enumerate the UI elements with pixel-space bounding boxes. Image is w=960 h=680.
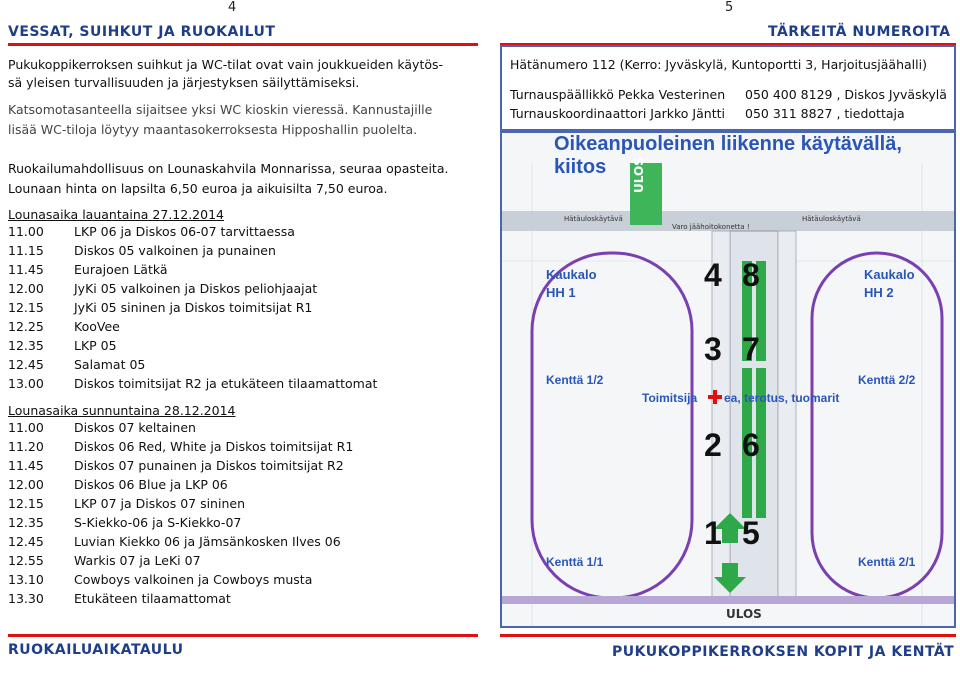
field-label: Kenttä 2/1 xyxy=(858,555,916,569)
schedule-team: Cowboys valkoinen ja Cowboys musta xyxy=(74,572,313,587)
schedule-row xyxy=(8,437,478,456)
para-line: lisää WC-tiloja löytyy maantasokerroksesta Hipposhallin puolelta. xyxy=(8,122,418,137)
schedule-row xyxy=(8,475,478,494)
schedule-team: LKP 07 ja Diskos 07 sininen xyxy=(74,496,245,511)
schedule-row xyxy=(8,222,478,241)
lunch-paragraph xyxy=(8,159,478,199)
schedule-time: 13.30 xyxy=(8,591,44,606)
schedule-time: 11.45 xyxy=(8,458,44,473)
footer-title-left: RUOKAILUAIKATAULU xyxy=(8,642,184,658)
schedule-title: Lounasaika sunnuntaina 28.12.2014 xyxy=(8,403,236,418)
right-rooms xyxy=(778,231,796,603)
schedule-row xyxy=(8,589,478,608)
footer-rule-right xyxy=(500,634,956,637)
schedule-team: Warkis 07 ja LeKi 07 xyxy=(74,553,201,568)
schedule-team: Diskos 07 keltainen xyxy=(74,420,196,435)
contact-list xyxy=(510,85,947,123)
schedule-row xyxy=(8,317,478,336)
emergency-number: Hätänumero 112 (Kerro: Jyväskylä, Kuntoportti 3, Harjoitusjäähalli) xyxy=(510,57,927,72)
exit-label-top: ULOS xyxy=(632,157,646,193)
page-number-left: 4 xyxy=(228,0,237,15)
first-aid-cross xyxy=(713,390,717,404)
schedule-time: 11.00 xyxy=(8,224,44,239)
schedule-team: Diskos 06 Red, White ja Diskos toimitsijat R1 xyxy=(74,439,354,454)
schedule-team: Salamat 05 xyxy=(74,357,146,372)
schedule-team: LKP 06 ja Diskos 06-07 tarvittaessa xyxy=(74,224,295,239)
schedule-team: LKP 05 xyxy=(74,338,117,353)
schedule-team: Eurajoen Lätkä xyxy=(74,262,168,277)
para-line: Lounaan hinta on lapsilta 6,50 euroa ja aikuisilta 7,50 euroa. xyxy=(8,181,388,196)
schedule-row xyxy=(8,494,478,513)
header-rule-left xyxy=(8,43,478,46)
schedule-row xyxy=(8,241,478,260)
footer-title-right: PUKUKOPPIKERROKSEN KOPIT JA KENTÄT xyxy=(612,644,955,660)
field-label: Kenttä 1/1 xyxy=(546,555,604,569)
bottom-band xyxy=(502,596,954,604)
numbers-box xyxy=(500,45,956,131)
schedule-row xyxy=(8,551,478,570)
room-number: 1 xyxy=(704,515,722,551)
schedule-time: 11.20 xyxy=(8,439,44,454)
schedule-team: JyKi 05 valkoinen ja Diskos peliohjaajat xyxy=(74,281,318,296)
room-number: 3 xyxy=(704,331,722,367)
rink-left-number: HH 1 xyxy=(546,285,576,300)
schedule-time: 12.35 xyxy=(8,515,44,530)
sunday-schedule xyxy=(8,403,478,608)
schedule-time: 11.15 xyxy=(8,243,44,258)
schedule-time: 12.00 xyxy=(8,281,44,296)
para-line: Pukukoppikerroksen suihkut ja WC-tilat ovat vain joukkueiden käytös- xyxy=(8,57,444,72)
schedule-time: 12.45 xyxy=(8,357,44,372)
contact-role: Turnauspäällikkö Pekka Vesterinen xyxy=(510,87,726,102)
room-number: 6 xyxy=(742,427,760,463)
schedule-time: 12.15 xyxy=(8,300,44,315)
schedule-team: Diskos 07 punainen ja Diskos toimitsijat R2 xyxy=(74,458,344,473)
para-line: Katsomotasanteella sijaitsee yksi WC kioskin vieressä. Kannustajille xyxy=(8,102,433,117)
schedule-row xyxy=(8,513,478,532)
section-header-left: VESSAT, SUIHKUT JA RUOKAILUT xyxy=(8,24,276,40)
para-line: sä yleisen turvallisuuden ja järjestyksen säilyttämiseksi. xyxy=(8,75,360,90)
schedule-time: 11.45 xyxy=(8,262,44,277)
schedule-team: Diskos 05 valkoinen ja punainen xyxy=(74,243,276,258)
schedule-team: Diskos toimitsijat R2 ja etukäteen tilaamattomat xyxy=(74,376,378,391)
contact-info: 050 400 8129 , Diskos Jyväskylä xyxy=(745,87,947,102)
room-number: 2 xyxy=(704,427,722,463)
schedule-row xyxy=(8,260,478,279)
page-number-right: 5 xyxy=(725,0,734,15)
contact-row xyxy=(510,85,947,104)
schedule-row xyxy=(8,570,478,589)
schedule-time: 13.10 xyxy=(8,572,44,587)
room-number: 7 xyxy=(742,331,760,367)
schedule-row xyxy=(8,355,478,374)
emergency-exit-label: Hätäuloskäytävä xyxy=(564,215,623,223)
field-label: Kenttä 2/2 xyxy=(858,373,916,387)
wc-paragraph xyxy=(8,100,478,140)
exit-label-bottom: ULOS xyxy=(726,607,762,621)
schedule-row xyxy=(8,374,478,393)
emergency-exit-label: Hätäuloskäytävä xyxy=(802,215,861,223)
schedule-team: Diskos 06 Blue ja LKP 06 xyxy=(74,477,228,492)
room-number: 8 xyxy=(742,257,760,293)
contact-info: 050 311 8827 , tiedottaja xyxy=(745,106,905,121)
footer-rule-left xyxy=(8,634,478,637)
field-label: Kenttä 1/2 xyxy=(546,373,604,387)
intro-paragraph xyxy=(8,55,478,93)
schedule-time: 12.00 xyxy=(8,477,44,492)
section-header-right: TÄRKEITÄ NUMEROITA xyxy=(768,24,951,40)
schedule-team: JyKi 05 sininen ja Diskos toimitsijat R1 xyxy=(74,300,313,315)
schedule-row xyxy=(8,532,478,551)
officials-label: ea, terotus, tuomarit xyxy=(724,391,840,405)
schedule-time: 12.25 xyxy=(8,319,44,334)
schedule-row xyxy=(8,298,478,317)
saturday-schedule xyxy=(8,207,478,393)
schedule-time: 12.55 xyxy=(8,553,44,568)
traffic-slogan: Oikeanpuoleinen liikenne käytävällä, kiitos xyxy=(554,133,902,178)
schedule-team: Etukäteen tilaamattomat xyxy=(74,591,231,606)
rink-left-outline xyxy=(532,253,692,598)
room-number: 4 xyxy=(704,257,722,293)
schedule-time: 11.00 xyxy=(8,420,44,435)
rink-right-name: Kaukalo xyxy=(864,267,915,282)
contact-row xyxy=(510,104,947,123)
schedule-title: Lounasaika lauantaina 27.12.2014 xyxy=(8,207,224,222)
schedule-team: S-Kiekko-06 ja S-Kiekko-07 xyxy=(74,515,242,530)
schedule-time: 12.15 xyxy=(8,496,44,511)
schedule-row xyxy=(8,456,478,475)
schedule-row xyxy=(8,336,478,355)
rink-right-outline xyxy=(812,253,942,598)
officials-label: Toimitsija xyxy=(642,391,698,405)
rink-left-name: Kaukalo xyxy=(546,267,597,282)
rink-right-number: HH 2 xyxy=(864,285,894,300)
para-line: Ruokailumahdollisuus on Lounaskahvila Monnarissa, seuraa opasteita. xyxy=(8,161,449,176)
ice-machine-warning: Varo jäähoitokonetta ! xyxy=(672,223,750,231)
schedule-time: 13.00 xyxy=(8,376,44,391)
schedule-team: KooVee xyxy=(74,319,120,334)
contact-role: Turnauskoordinaattori Jarkko Jäntti xyxy=(510,106,725,121)
floor-map xyxy=(500,131,956,628)
schedule-row xyxy=(8,279,478,298)
room-number: 5 xyxy=(742,515,760,551)
schedule-row xyxy=(8,418,478,437)
schedule-time: 12.45 xyxy=(8,534,44,549)
schedule-time: 12.35 xyxy=(8,338,44,353)
schedule-team: Luvian Kiekko 06 ja Jämsänkosken Ilves 06 xyxy=(74,534,341,549)
